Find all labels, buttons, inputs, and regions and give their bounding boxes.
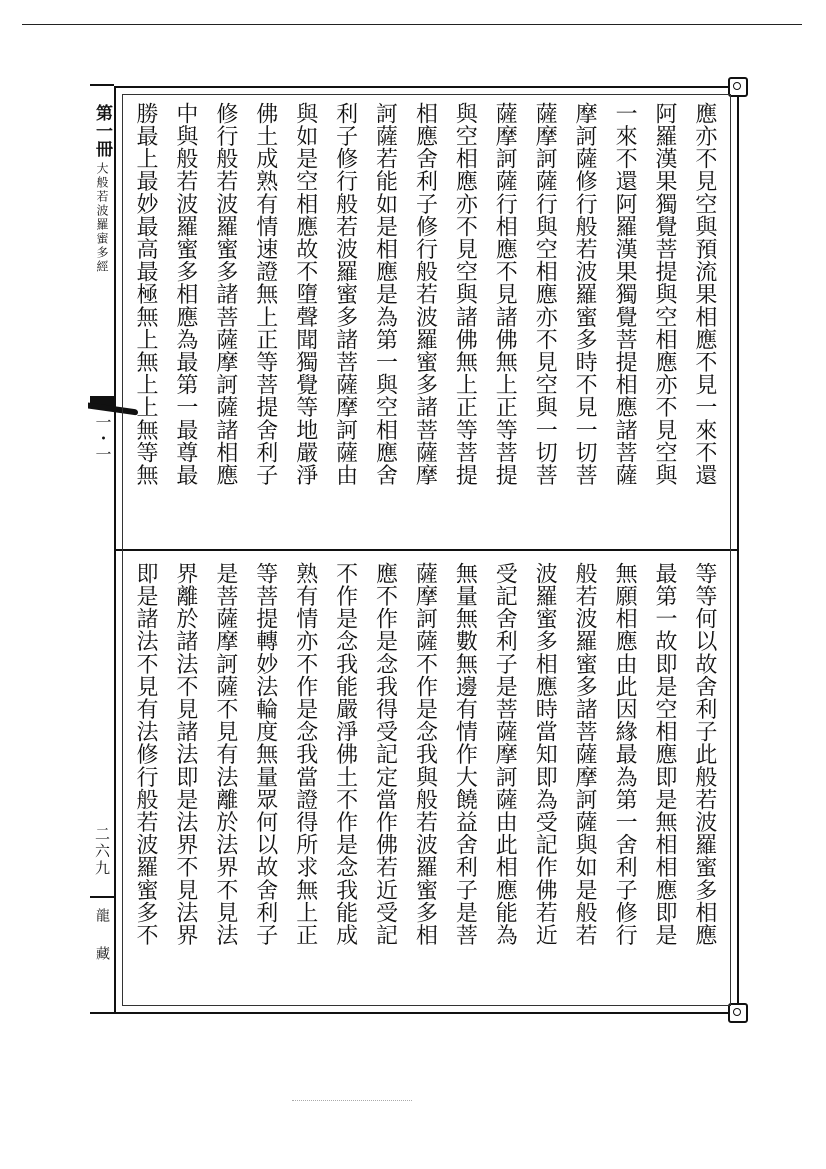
text-column: 最第一故即是空相應即是無相相應即是 <box>651 562 677 947</box>
text-column: 薩摩訶薩不作是念我與般若波羅蜜多相 <box>412 562 438 947</box>
text-column: 相應舍利子修行般若波羅蜜多諸菩薩摩 <box>412 102 438 487</box>
text-column: 薩摩訶薩行相應不見諸佛無上正等菩提 <box>492 102 518 487</box>
text-column: 即是諸法不見有法修行般若波羅蜜多不 <box>133 562 158 947</box>
text-column: 修行般若波羅蜜多諸菩薩摩訶薩諸相應 <box>212 102 238 487</box>
text-column: 阿羅漢果獨覺菩提與空相應亦不見空與 <box>651 102 677 487</box>
page-top-rule <box>22 24 802 25</box>
register-divider <box>116 549 737 551</box>
text-column: 等菩提轉妙法輪度無量眾何以故舍利子 <box>252 562 278 947</box>
text-column: 不作是念我能嚴淨佛土不作是念我能成 <box>332 562 358 947</box>
volume-label: 第一冊 <box>92 104 112 158</box>
text-column: 薩摩訶薩行與空相應亦不見空與一切菩 <box>532 102 558 487</box>
text-frame <box>114 86 739 1014</box>
scan-artifact <box>292 1100 412 1103</box>
text-column: 等等何以故舍利子此般若波羅蜜多相應 <box>691 562 717 947</box>
text-column: 一來不還阿羅漢果獨覺菩提相應諸菩薩 <box>612 102 638 487</box>
fascicle-label: 一・一 <box>93 414 112 462</box>
text-column: 勝最上最妙最高最極無上無上上無等無 <box>133 102 158 487</box>
text-column: 無願相應由此因緣最為第一舍利子修行 <box>612 562 638 947</box>
text-column: 應亦不見空與預流果相應不見一來不還 <box>691 102 717 487</box>
text-column: 與如是空相應故不墮聲聞獨覺等地嚴淨 <box>292 102 318 487</box>
margin-bottom-line <box>90 1012 114 1014</box>
text-column: 無量無數無邊有情作大饒益舍利子是菩 <box>452 562 478 947</box>
text-column: 佛土成熟有情速證無上正等菩提舍利子 <box>252 102 278 487</box>
text-column: 是菩薩摩訶薩不見有法離於法界不見法 <box>212 562 238 947</box>
text-column: 訶薩若能如是相應是為第一與空相應舍 <box>372 102 398 487</box>
margin-top-line <box>90 84 114 86</box>
text-column: 與空相應亦不見空與諸佛無上正等菩提 <box>452 102 478 487</box>
page-number: 二六九 <box>93 826 111 877</box>
sutra-title: 大般若波羅蜜多經 <box>95 162 109 274</box>
text-column: 受記舍利子是菩薩摩訶薩由此相應能為 <box>492 562 518 947</box>
text-column: 中與般若波羅蜜多相應為最第一最尊最 <box>172 102 198 487</box>
text-column: 熟有情亦不作是念我當證得所求無上正 <box>292 562 318 947</box>
text-column: 般若波羅蜜多諸菩薩摩訶薩與如是般若 <box>572 562 598 947</box>
text-column: 利子修行般若波羅蜜多諸菩薩摩訶薩由 <box>332 102 358 487</box>
collection-label: 龍藏 <box>94 908 110 984</box>
text-column: 應不作是念我得受記定當作佛若近受記 <box>372 562 398 947</box>
margin-divider-line <box>90 896 114 898</box>
text-column: 界離於諸法不見諸法即是法界不見法界 <box>172 562 198 947</box>
text-column: 波羅蜜多相應時當知即為受記作佛若近 <box>532 562 558 947</box>
margin-strip <box>90 84 114 1014</box>
upper-register <box>116 88 737 546</box>
lower-register <box>116 552 737 1010</box>
text-column: 摩訶薩修行般若波羅蜜多時不見一切菩 <box>572 102 598 487</box>
